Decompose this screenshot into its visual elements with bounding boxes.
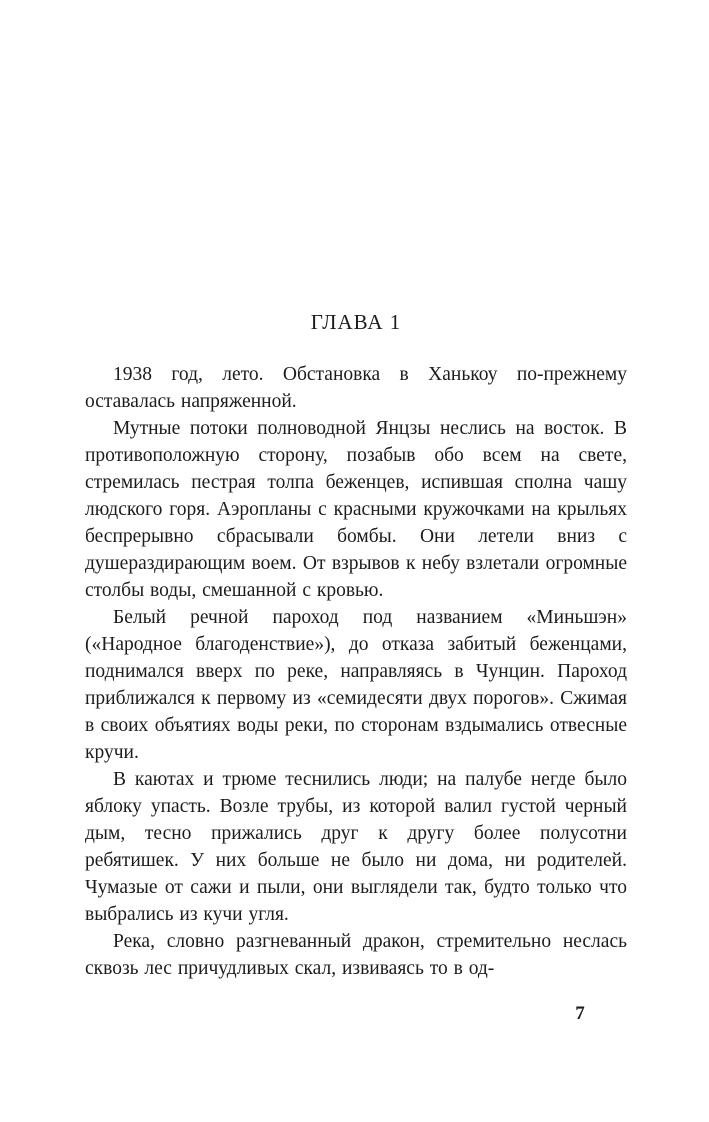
body-paragraph: В каютах и трюме теснились люди; на палубе негде было яблоку упасть. Возле трубы, из которой валил густой черный дым, тесно прижались друг к другу более полусотни ребятишек. У них больше не было ни дома, ни родителей. Чумазые от сажи и пыли, они выглядели так, будто только что выбрались из кучи угля. bbox=[85, 769, 627, 925]
body-paragraph: Белый речной пароход под названием «Миньшэн» («Народное благоденствие»), до отказа забитый беженцами, поднимался вверх по реке, направляясь в Чунцин. Пароход приближался к первому из «семидесяти двух порогов». Сжимая в своих объятиях воды реки, по сторонам вздымались отвесные кручи. bbox=[85, 607, 627, 763]
body-paragraph: Мутные потоки полноводной Янцзы неслись на восток. В противоположную сторону, позабыв обо всем на свете, стремилась пестрая толпа беженцев, испившая сполна чашу людского горя. Аэропланы с красными кружочками на крыльях беспрерывно сбрасывали бомбы. Они летели вниз с душераздирающим воем. От взрывов к небу взлетали огромные столбы воды, смешанной с кровью. bbox=[85, 418, 627, 601]
page-number: 7 bbox=[575, 1003, 585, 1024]
body-paragraph: Река, словно разгневанный дракон, стремительно неслась сквозь лес причудливых скал, извиваясь то в од- bbox=[85, 931, 627, 979]
body-paragraph: 1938 год, лето. Обстановка в Ханькоу по-прежнему оставалась напряженной. bbox=[85, 364, 627, 412]
chapter-heading: ГЛАВА 1 bbox=[310, 310, 402, 334]
body-text bbox=[85, 361, 627, 982]
text-block bbox=[85, 310, 627, 982]
